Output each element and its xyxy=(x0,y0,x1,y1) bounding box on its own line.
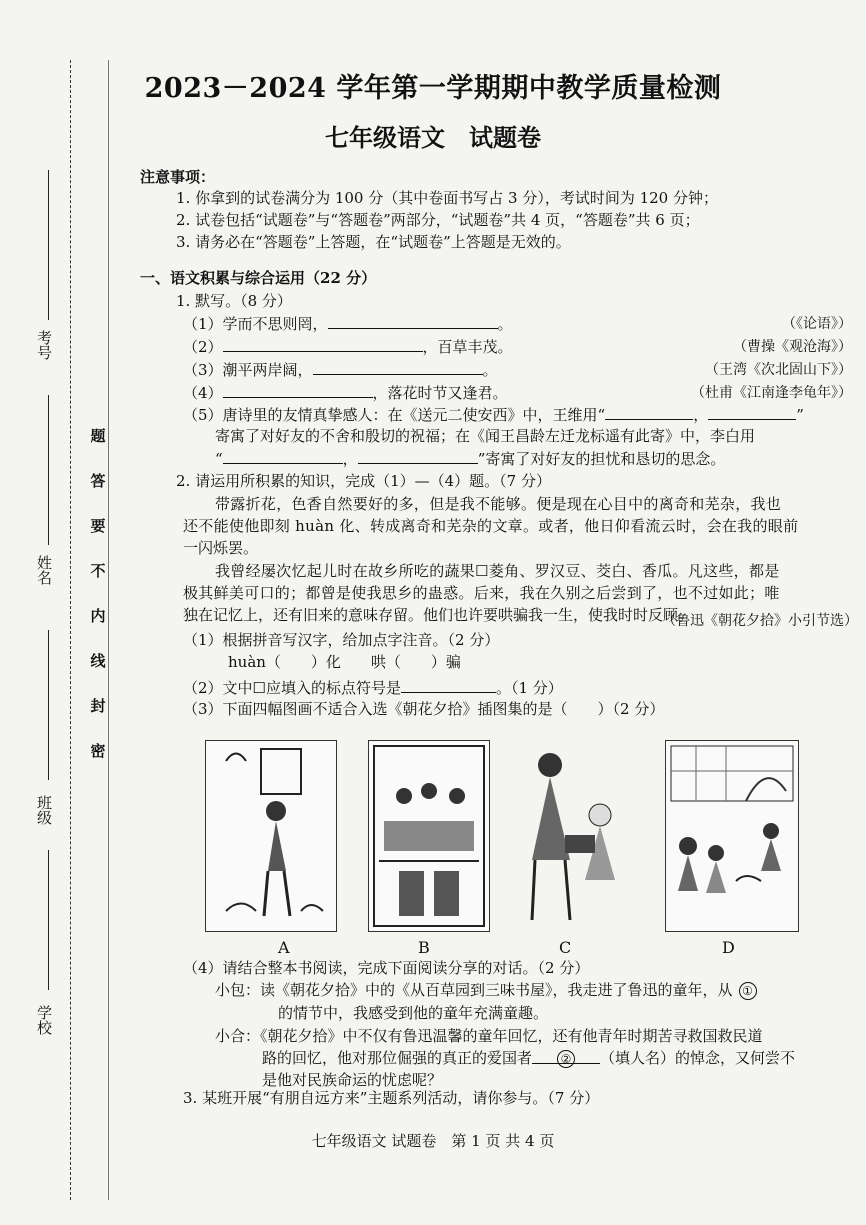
page-title: 2023－2024 学年第一学期期中教学质量检测 xyxy=(144,73,722,104)
seal-char: 不 xyxy=(90,562,106,580)
cut-line-dashed xyxy=(70,60,71,1200)
page-footer: 七年级语文 试题卷 第 1 页 共 4 页 xyxy=(311,1132,555,1150)
name-blank xyxy=(48,395,49,545)
exam-no-label: 考号 xyxy=(35,330,53,360)
exam-no-blank xyxy=(48,170,49,320)
q1-line-4: （4） ，落花时节又逢君。 xyxy=(183,384,508,402)
q1-line-3: （3）潮平两岸阔， 。 xyxy=(183,361,498,379)
dialogue-2d: 是他对民族命运的忧虑呢？ xyxy=(262,1071,443,1089)
q1-line-5c: “ ， ”寄寓了对好友的担忧和恳切的思念。 xyxy=(215,450,726,468)
passage-line: 一闪烁罢。 xyxy=(183,539,259,557)
illustration-label: A xyxy=(278,938,290,957)
seal-char: 要 xyxy=(90,517,106,535)
answer-blank[interactable] xyxy=(313,359,483,375)
class-blank xyxy=(48,630,49,780)
q1-line-5a: （5）唐诗里的友情真挚感人：在《送元二使安西》中，王维用“ ， ” xyxy=(183,406,804,424)
illustration-label: D xyxy=(722,938,735,957)
name-label: 姓名 xyxy=(35,555,53,585)
dialogue-2a: 小合：《朝花夕拾》中不仅有鲁迅温馨的童年回忆，还有他青年时期苦寻救国救民道 xyxy=(215,1027,763,1045)
illustration-a xyxy=(205,740,337,932)
q1-line-1: （1）学而不思则罔， 。 xyxy=(183,315,513,333)
source-citation: （《论语》） xyxy=(782,316,852,332)
page-subtitle: 七年级语文 试题卷 xyxy=(325,123,541,152)
question-1: 1. 默写。（8 分） xyxy=(176,292,292,310)
illustration-d xyxy=(665,740,799,932)
notice-item: 3. 请务必在“答题卷”上答题，在“试题卷”上答题是无效的。 xyxy=(176,233,571,251)
passage-source: （鲁迅《朝花夕拾》小引节选） xyxy=(662,613,858,629)
question-2-4: （4）请结合整本书阅读，完成下面阅读分享的对话。（2 分） xyxy=(183,959,590,977)
school-blank xyxy=(48,850,49,990)
question-2-1-items: huàn（ ）化 哄（ ）骗 xyxy=(228,653,461,671)
illustration-label: B xyxy=(418,938,430,957)
dialogue-2b: 路的回忆，他对那位倔强的真正的爱国者 ② （填人名）的悼念，又何尝不 xyxy=(262,1049,796,1067)
answer-blank[interactable] xyxy=(223,336,423,352)
passage-line: 我曾经屡次忆起儿时在故乡所吃的蔬果☐菱角、罗汉豆、茭白、香瓜。凡这些，都是 xyxy=(215,562,780,580)
source-citation: （杜甫《江南逢李龟年》） xyxy=(691,385,852,401)
class-label: 班级 xyxy=(35,795,53,825)
dialogue-1b: 的情节中，我感受到他的童年充满童趣。 xyxy=(278,1004,549,1022)
school-label: 学校 xyxy=(35,1005,53,1035)
seal-char: 线 xyxy=(90,652,106,670)
section-heading: 一、语文积累与综合运用（22 分） xyxy=(140,269,377,287)
answer-blank[interactable] xyxy=(605,404,693,420)
question-2-1: （1）根据拼音写汉字，给加点字注音。（2 分） xyxy=(183,631,500,649)
answer-blank[interactable] xyxy=(401,677,496,693)
seal-char: 答 xyxy=(90,472,106,490)
question-2-2: （2）文中☐应填入的标点符号是 。（1 分） xyxy=(183,679,563,697)
answer-blank[interactable] xyxy=(358,448,478,464)
seal-char: 密 xyxy=(90,742,106,760)
notice-item: 1. 你拿到的试卷满分为 100 分（其中卷面书写占 3 分），考试时间为 120 分钟； xyxy=(176,189,718,207)
illustration-c xyxy=(510,740,630,930)
source-citation: （王湾《次北固山下》） xyxy=(705,362,852,378)
illustration-label: C xyxy=(559,938,572,957)
source-citation: （曹操《观沧海》） xyxy=(733,339,852,355)
passage-line: 带露折花，色香自然要好的多，但是我不能够。便是现在心目中的离奇和芜杂，我也 xyxy=(215,495,782,513)
cut-line-solid xyxy=(108,60,109,1200)
question-3: 3. 某班开展“有朋自远方来”主题系列活动，请你参与。（7 分） xyxy=(183,1089,600,1107)
question-2-3: （3）下面四幅图画不适合入选《朝花夕拾》插图集的是（ ）（2 分） xyxy=(183,700,665,718)
passage-line: 还不能使他即刻 huàn 化、转成离奇和芜杂的文章。或者，他日仰看流云时，会在我的眼前 xyxy=(183,517,799,535)
answer-blank[interactable] xyxy=(223,382,373,398)
notice-item: 2. 试卷包括“试题卷”与“答题卷”两部分，“试题卷”共 4 页，“答题卷”共 6 页； xyxy=(176,211,700,229)
seal-char: 题 xyxy=(90,427,106,445)
blank-marker[interactable]: ① xyxy=(733,980,763,995)
dialogue-1a: 小包：读《朝花夕拾》中的《从百草园到三味书屋》，我走进了鲁迅的童年，从 ① xyxy=(215,980,763,1000)
answer-blank[interactable] xyxy=(223,448,343,464)
notice-heading: 注意事项： xyxy=(140,168,216,186)
answer-blank[interactable]: ② xyxy=(532,1048,600,1064)
q1-line-2: （2） ，百草丰茂。 xyxy=(183,338,513,356)
answer-blank[interactable] xyxy=(328,313,498,329)
seal-char: 封 xyxy=(90,697,106,715)
q1-line-5b: 寄寓了对好友的不舍和殷切的祝福；在《闻王昌龄左迁龙标遥有此寄》中，李白用 xyxy=(215,427,756,445)
passage-line: 独在记忆上，还有旧来的意味存留。他们也许要哄骗我一生，使我时时反顾。 xyxy=(183,606,694,624)
passage-line: 极其鲜美可口的；都曾是使我思乡的蛊惑。后来，我在久别之后尝到了，也不过如此；唯 xyxy=(183,584,780,602)
question-2: 2. 请运用所积累的知识，完成（1）—（4）题。（7 分） xyxy=(176,472,551,490)
answer-blank[interactable] xyxy=(708,404,796,420)
illustration-b xyxy=(368,740,490,932)
seal-char: 内 xyxy=(90,607,106,625)
